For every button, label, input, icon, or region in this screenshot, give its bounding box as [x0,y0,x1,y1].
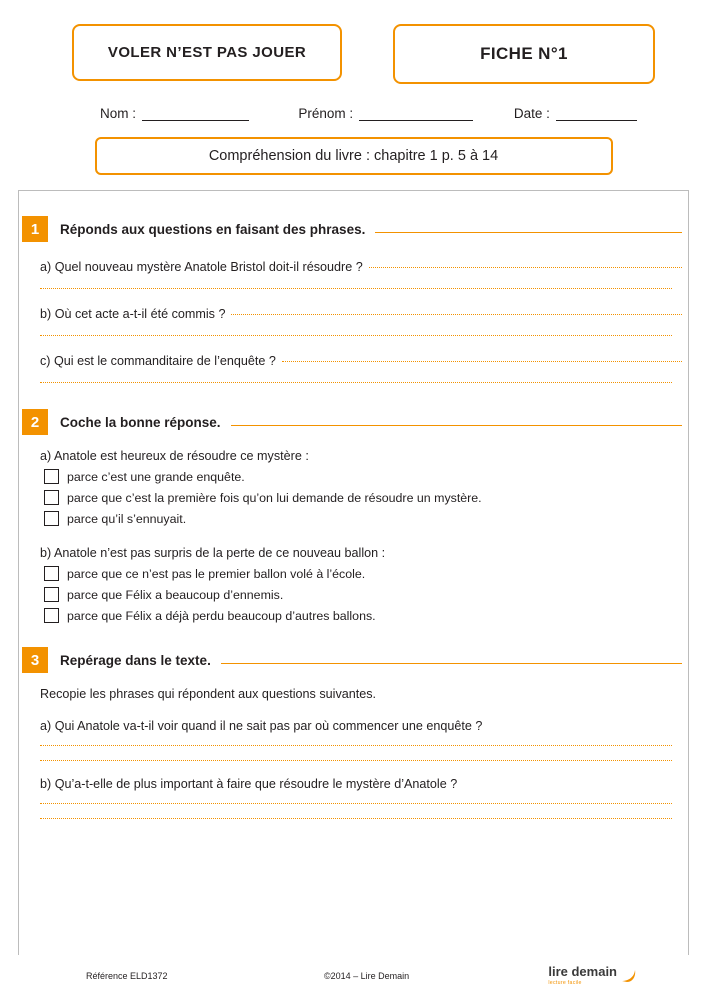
logo-name: lire demain [548,964,617,979]
header [0,0,707,84]
exercise-1-title: Réponds aux questions en faisant des phrases. [60,221,366,237]
exercise-3-title: Repérage dans le texte. [60,652,211,668]
copyright-text: ©2014 – Lire Demain [324,970,410,981]
answer-line[interactable] [369,267,682,268]
question-1a-text: a) Quel nouveau mystère Anatole Bristol doit-il résoudre ? [40,260,363,274]
option-label: parce c’est une grande enquête. [67,469,245,484]
answer-line[interactable] [40,818,672,819]
option-2b-2[interactable] [44,587,682,602]
answer-line[interactable] [40,335,672,336]
checkbox[interactable] [44,511,59,526]
exercise-2a-lead: a) Anatole est heureux de résoudre ce mystère : [40,449,309,463]
nom-field[interactable] [142,109,249,121]
reference-text: Référence ELD1372 [86,970,168,981]
checkbox[interactable] [44,469,59,484]
subject-box: Compréhension du livre : chapitre 1 p. 5 à 14 [95,137,613,175]
question-3a: a) Qui Anatole va-t-il voir quand il ne sait pas par où commencer une enquête ? [40,719,483,733]
exercise-2-title: Coche la bonne réponse. [60,414,221,430]
question-1b [40,307,682,321]
option-2a-1[interactable] [44,469,682,484]
option-label: parce que ce n’est pas le premier ballon volé à l’école. [67,566,366,581]
exercise-2-header [22,409,682,435]
exercise-2b-lead: b) Anatole n’est pas surpris de la perte de ce nouveau ballon : [40,546,386,560]
answer-line[interactable] [40,803,672,804]
date-label: Date : [513,106,550,121]
exercise-1-rule [375,232,682,233]
footer [0,965,707,986]
checkbox[interactable] [44,587,59,602]
checkbox[interactable] [44,566,59,581]
prenom-field[interactable] [359,109,473,121]
exercise-2-number: 2 [22,409,48,435]
option-2b-1[interactable] [44,566,682,581]
question-3b: b) Qu’a-t-elle de plus important à faire que résoudre le mystère d’Anatole ? [40,777,458,791]
exercise-1-header [22,216,682,242]
nom-label: Nom : [100,106,137,121]
answer-line[interactable] [40,745,672,746]
exercise-3-rule [221,663,682,664]
question-1c [40,354,682,368]
checkbox[interactable] [44,490,59,505]
option-2a-3[interactable] [44,511,682,526]
option-label: parce qu’il s’ennuyait. [67,511,187,526]
answer-line[interactable] [282,361,682,362]
answer-line[interactable] [40,760,672,761]
exercise-1-number: 1 [22,216,48,242]
date-field[interactable] [556,109,637,121]
prenom-label: Prénom : [298,106,354,121]
sheet-number-box: FICHE N°1 [393,24,655,84]
swoosh-icon [621,969,637,983]
exercise-3-header [22,647,682,673]
question-1a [40,260,682,274]
exercise-3-instruction: Recopie les phrases qui répondent aux questions suivantes. [40,687,377,701]
question-1c-text: c) Qui est le commanditaire de l’enquête ? [40,354,276,368]
logo-tagline: lecture facile [548,980,582,986]
content [22,198,682,819]
question-1b-text: b) Où cet acte a-t-il été commis ? [40,307,226,321]
answer-line[interactable] [231,314,682,315]
option-2a-2[interactable] [44,490,682,505]
identity-row [0,84,707,121]
exercise-2-rule [231,425,682,426]
exercise-3-number: 3 [22,647,48,673]
book-title-box: VOLER N’EST PAS JOUER [72,24,342,81]
option-label: parce que Félix a beaucoup d’ennemis. [67,587,284,602]
checkbox[interactable] [44,608,59,623]
option-2b-3[interactable] [44,608,682,623]
logo [548,965,637,986]
answer-line[interactable] [40,382,672,383]
answer-line[interactable] [40,288,672,289]
option-label: parce que Félix a déjà perdu beaucoup d’autres ballons. [67,608,376,623]
option-label: parce que c’est la première fois qu’on lui demande de résoudre un mystère. [67,490,482,505]
